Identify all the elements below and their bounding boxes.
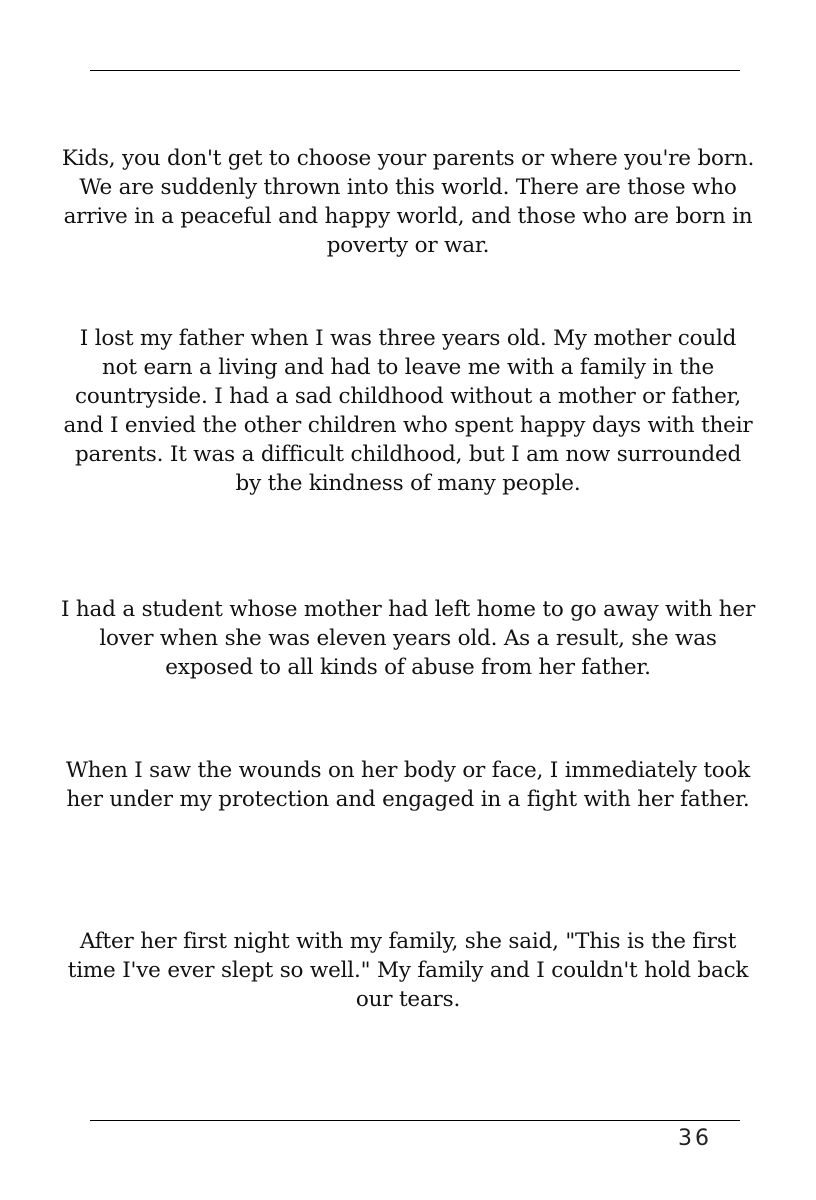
paragraph-5: After her first night with my family, she said, "This is the first time I've ever slept so well." My family and I couldn't hold back our tears.	[67, 929, 749, 1012]
page-number: 36	[678, 1126, 712, 1151]
paragraph-2: I lost my father when I was three years old. My mother could not earn a living and had to leave me with a family in the countryside. I had a sad childhood without a mother or father, and I envied the other children who spent happy days with their parents. It was a difficult childhood, but I am now surrounded by the kindness of many people.	[63, 326, 753, 496]
footer-rule	[90, 1120, 740, 1121]
header-rule	[90, 70, 740, 71]
paragraph-3: I had a student whose mother had left home to go away with her lover when she was eleven years old. As a result, she was exposed to all kinds of abuse from her father.	[60, 597, 756, 680]
paragraph-4: When I saw the wounds on her body or face, I immediately took her under my protection and engaged in a fight with her father.	[65, 758, 751, 812]
paragraph-1: Kids, you don't get to choose your parents or where you're born. We are suddenly thrown into this world. There are those who arrive in a peaceful and happy world, and those who are born in poverty or war.	[61, 146, 755, 258]
